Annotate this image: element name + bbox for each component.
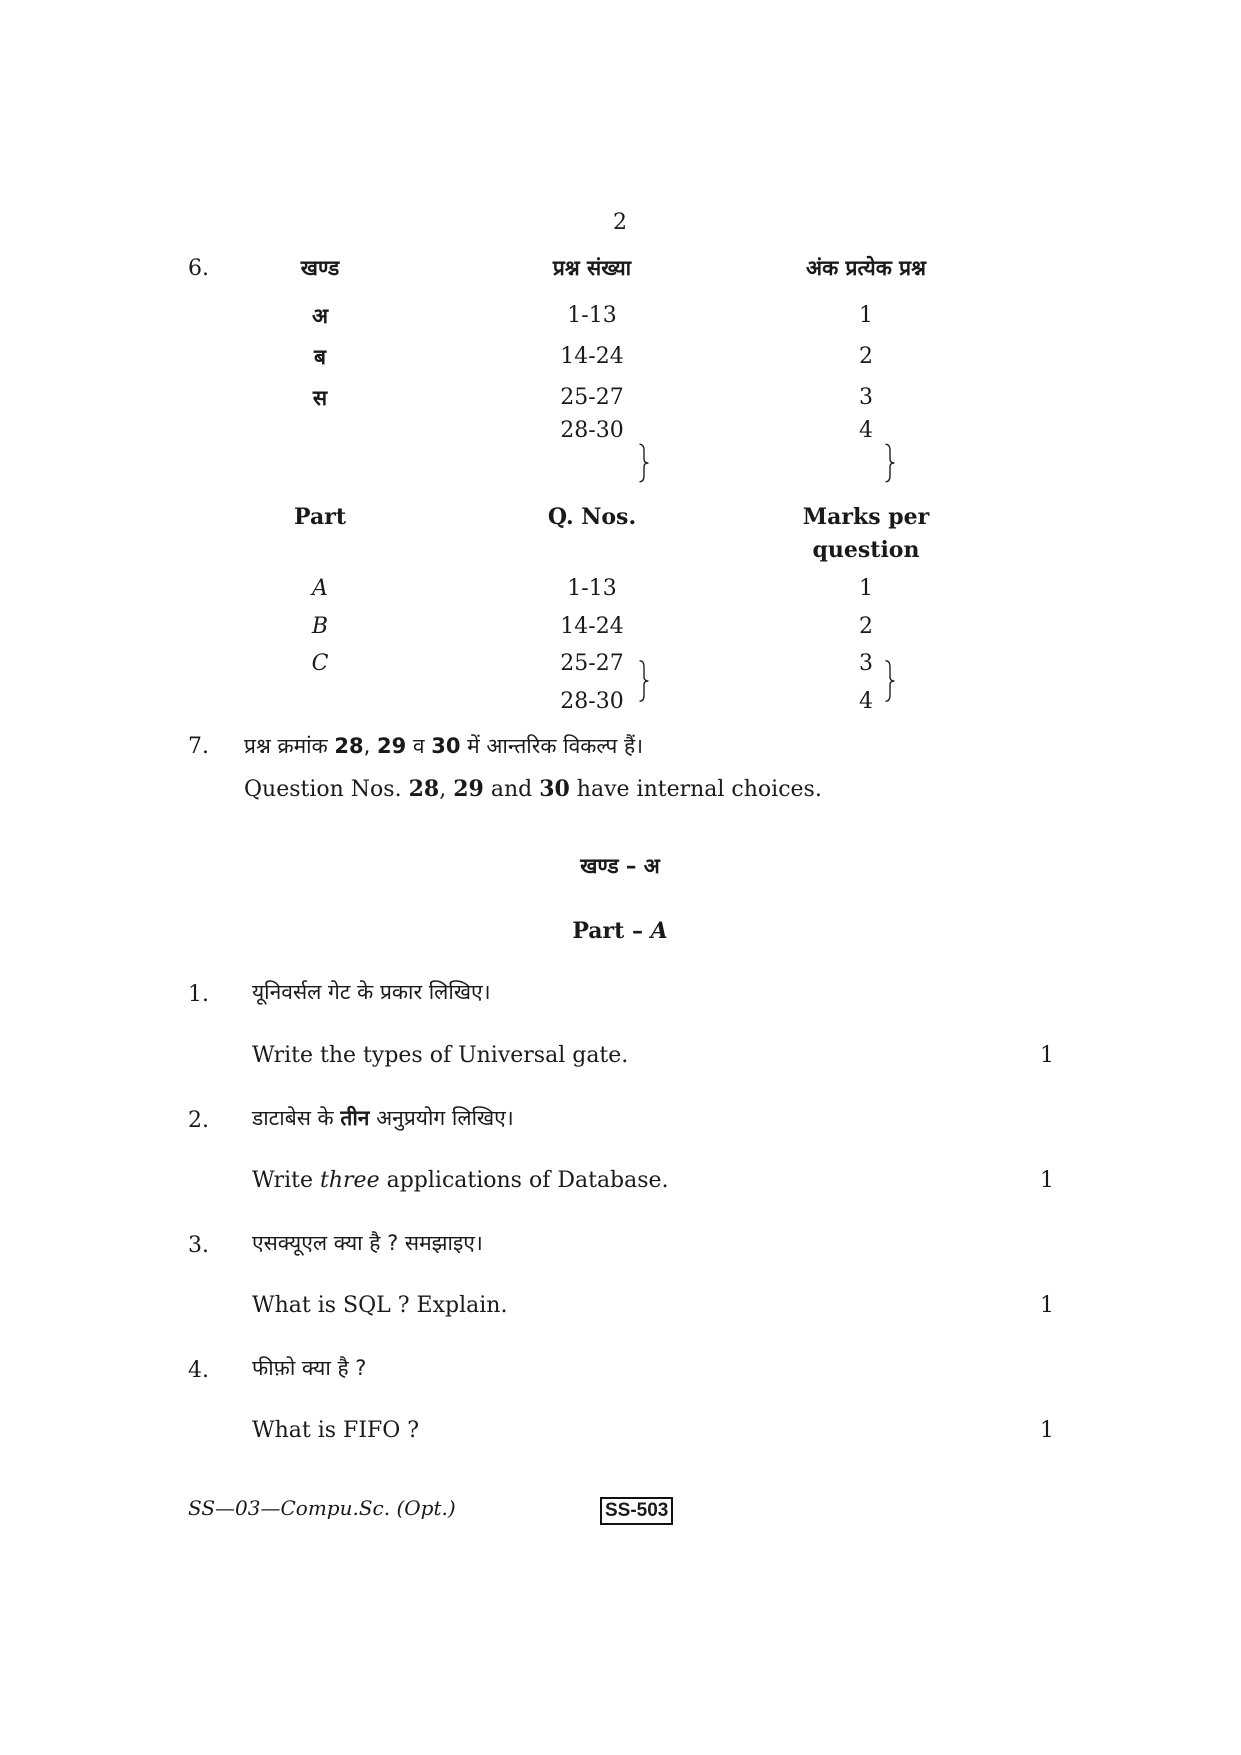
item-7-english bbox=[244, 776, 822, 802]
question-marks: 1 bbox=[1040, 1293, 1054, 1318]
item-6-number: 6. bbox=[188, 256, 209, 281]
question-number: 1. bbox=[188, 982, 209, 1007]
table-cell: A bbox=[312, 576, 328, 601]
text: and bbox=[483, 777, 540, 802]
question-marks: 1 bbox=[1040, 1418, 1054, 1443]
section-heading-english bbox=[572, 918, 667, 944]
table-cell: 2 bbox=[859, 344, 873, 369]
table-cell: 2 bbox=[859, 614, 873, 639]
text: applications of Database. bbox=[379, 1168, 669, 1193]
table-cell: 3 bbox=[859, 385, 873, 410]
text: three bbox=[320, 1168, 380, 1193]
brace-icon bbox=[884, 436, 896, 490]
text: व bbox=[406, 734, 432, 758]
table-cell: अ bbox=[311, 304, 329, 328]
question-english: Write the types of Universal gate. bbox=[252, 1043, 629, 1068]
brace-icon bbox=[638, 436, 650, 490]
table-cell: 14-24 bbox=[560, 344, 624, 369]
table-cell: B bbox=[311, 614, 329, 639]
question-number: 3. bbox=[188, 1233, 209, 1258]
text: प्रश्न क्रमांक bbox=[244, 734, 335, 758]
text: Question Nos. bbox=[244, 777, 409, 802]
header-part: Part bbox=[294, 504, 346, 530]
table-cell: 1-13 bbox=[567, 303, 617, 328]
header-marks-hindi: अंक प्रत्येक प्रश्न bbox=[806, 256, 926, 280]
page-number: 2 bbox=[613, 210, 627, 235]
header-marks-line1: Marks per bbox=[802, 504, 930, 530]
text: में आन्तरिक विकल्प हैं। bbox=[460, 734, 644, 758]
table-cell: 25-27 bbox=[560, 385, 624, 410]
header-part-hindi: खण्ड bbox=[300, 256, 340, 280]
header-marks-line2: question bbox=[812, 537, 920, 563]
question-marks: 1 bbox=[1040, 1043, 1054, 1068]
table-cell: C bbox=[311, 651, 329, 676]
question-hindi: यूनिवर्सल गेट के प्रकार लिखिए। bbox=[252, 980, 491, 1004]
text: Write bbox=[252, 1168, 321, 1193]
question-english bbox=[252, 1168, 669, 1193]
question-hindi bbox=[252, 1104, 514, 1132]
text: तीन bbox=[340, 1106, 370, 1130]
table-cell: ब bbox=[314, 345, 326, 369]
question-ref: 28 bbox=[334, 734, 364, 758]
table-cell: 4 bbox=[859, 689, 873, 714]
table-cell: 25-27 bbox=[560, 651, 624, 676]
brace-icon bbox=[638, 652, 650, 710]
item-7-number: 7. bbox=[188, 734, 209, 759]
text: , bbox=[439, 777, 454, 802]
question-marks: 1 bbox=[1040, 1168, 1054, 1193]
question-ref: 30 bbox=[539, 776, 570, 802]
table-cell: 4 bbox=[859, 418, 873, 443]
table-cell: 1 bbox=[859, 576, 873, 601]
question-hindi: फीफ़ो क्या है ? bbox=[252, 1356, 367, 1380]
text: have internal choices. bbox=[569, 777, 822, 802]
item-7-hindi bbox=[244, 732, 643, 760]
question-ref: 29 bbox=[377, 734, 407, 758]
table-cell: 1-13 bbox=[567, 576, 617, 601]
question-english: What is FIFO ? bbox=[252, 1418, 420, 1443]
table-cell: 1 bbox=[859, 303, 873, 328]
question-english: What is SQL ? Explain. bbox=[252, 1293, 508, 1318]
question-number: 2. bbox=[188, 1108, 209, 1133]
text: A bbox=[650, 918, 668, 944]
footer-code-box: SS-503 bbox=[600, 1497, 673, 1525]
table-cell: स bbox=[312, 386, 328, 410]
question-hindi: एसक्यूएल क्या है ? समझाइए। bbox=[252, 1231, 483, 1255]
table-cell: 14-24 bbox=[560, 614, 624, 639]
table-cell: 28-30 bbox=[560, 689, 624, 714]
header-qnos-hindi: प्रश्न संख्या bbox=[552, 256, 632, 280]
table-cell: 28-30 bbox=[560, 418, 624, 443]
text: अनुप्रयोग लिखिए। bbox=[369, 1106, 514, 1130]
footer-paper-code: SS—03—Compu.Sc. (Opt.) bbox=[188, 1496, 456, 1520]
section-heading-hindi: खण्ड – अ bbox=[580, 854, 660, 878]
question-ref: 30 bbox=[431, 734, 461, 758]
question-ref: 28 bbox=[408, 776, 440, 802]
header-qnos: Q. Nos. bbox=[547, 504, 637, 530]
brace-icon bbox=[884, 652, 896, 710]
question-number: 4. bbox=[188, 1358, 209, 1383]
text: Part – bbox=[572, 918, 651, 944]
question-ref: 29 bbox=[453, 776, 484, 802]
text: डाटाबेस के bbox=[252, 1106, 341, 1130]
table-cell: 3 bbox=[859, 651, 873, 676]
text: , bbox=[363, 734, 377, 758]
